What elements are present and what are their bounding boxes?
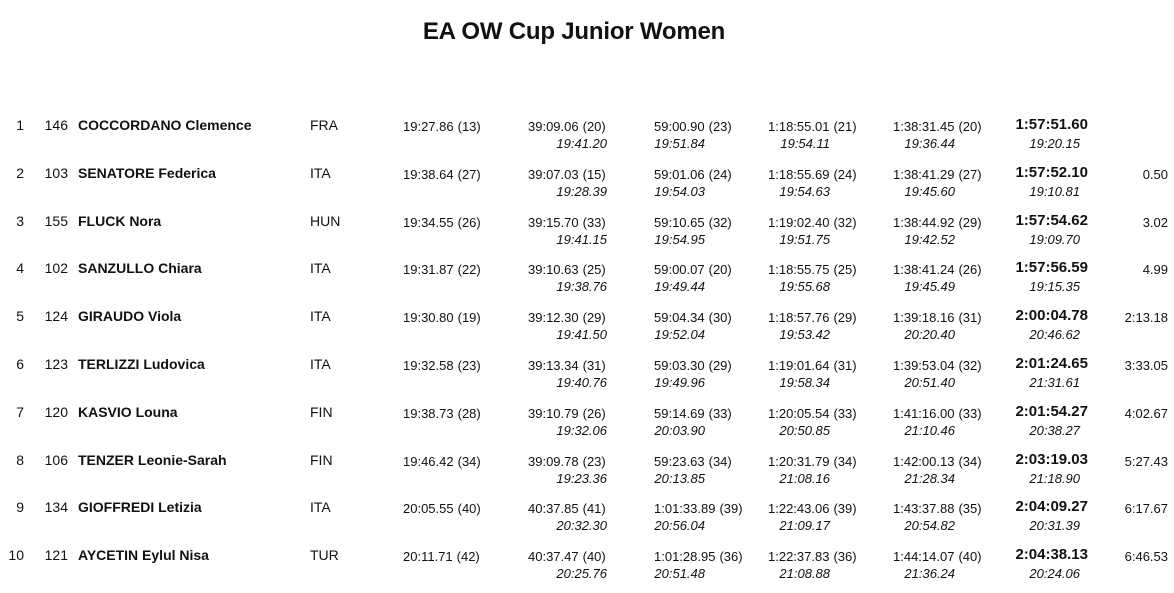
result-row xyxy=(0,260,1174,306)
split-time: 59:23.63 xyxy=(654,453,705,469)
split-1 xyxy=(403,549,480,565)
split-5 xyxy=(893,549,982,565)
split-time: 1:38:44.92 xyxy=(893,214,955,230)
split-position: (19) xyxy=(457,310,481,326)
split-1 xyxy=(403,406,481,422)
split-time: 1:19:02.40 xyxy=(768,214,830,230)
split-2 xyxy=(528,119,606,135)
lap-time: 19:41.20 xyxy=(556,136,607,151)
athlete-name: GIOFFREDI Letizia xyxy=(78,499,202,516)
split-4 xyxy=(768,262,857,278)
result-row xyxy=(0,308,1174,354)
page-title: EA OW Cup Junior Women xyxy=(422,18,726,45)
split-position: (33) xyxy=(708,405,732,421)
split-3 xyxy=(654,406,732,422)
split-time: 19:31.87 xyxy=(403,262,454,278)
lap-time: 20:51.48 xyxy=(654,566,705,582)
lap-time: 21:10.46 xyxy=(904,422,955,438)
split-time: 59:00.07 xyxy=(654,262,705,278)
split-time: 1:39:18.16 xyxy=(893,310,955,326)
athlete-name: AYCETIN Eylul Nisa xyxy=(78,547,209,564)
split-time: 1:42:00.13 xyxy=(893,453,955,469)
split-position: (29) xyxy=(582,310,606,326)
lap-time: 19:49.44 xyxy=(654,279,705,295)
final-lap-time: 20:46.62 xyxy=(1029,327,1080,343)
rank-cell: 10 xyxy=(8,547,24,564)
lap-time: 20:32.30 xyxy=(556,518,607,534)
split-time: 39:10.63 xyxy=(528,262,579,278)
split-position: (13) xyxy=(457,119,481,134)
lap-time: 19:42.52 xyxy=(904,231,955,247)
lap-time: 19:54.95 xyxy=(654,231,705,247)
split-5 xyxy=(893,310,982,326)
split-time: 1:39:53.04 xyxy=(893,358,955,373)
lap-time: 19:51.84 xyxy=(654,136,705,151)
split-5 xyxy=(893,501,982,517)
lap-time: 21:08.16 xyxy=(779,470,830,486)
rank-cell: 8 xyxy=(16,451,24,468)
split-position: (36) xyxy=(833,549,857,565)
split-time: 40:37.47 xyxy=(528,549,579,565)
split-2 xyxy=(528,454,606,470)
split-3 xyxy=(654,549,743,565)
final-time: 1:57:51.60 xyxy=(1015,116,1088,133)
lap-time: 19:51.75 xyxy=(779,231,830,247)
split-3 xyxy=(654,501,743,517)
split-2 xyxy=(528,215,606,231)
rank-cell: 4 xyxy=(16,260,24,277)
final-lap-time: 19:15.35 xyxy=(1029,279,1080,295)
lap-time: 19:54.11 xyxy=(780,136,830,151)
final-lap-time: 20:38.27 xyxy=(1029,422,1080,438)
nation-cell: FIN xyxy=(310,451,333,468)
time-behind: 4.99 xyxy=(1142,262,1168,278)
lap-time: 19:45.60 xyxy=(904,183,955,199)
split-position: (36) xyxy=(719,549,743,565)
bib-cell: 134 xyxy=(44,499,68,516)
split-position: (31) xyxy=(582,358,606,373)
lap-time: 20:25.76 xyxy=(556,566,607,582)
time-behind: 6:46.53 xyxy=(1124,549,1168,565)
lap-time: 19:58.34 xyxy=(779,375,830,390)
split-position: (26) xyxy=(582,405,606,421)
final-time: 2:01:54.27 xyxy=(1015,402,1088,420)
result-row xyxy=(0,356,1174,402)
split-time: 59:03.30 xyxy=(654,358,705,373)
split-position: (27) xyxy=(958,166,982,182)
lap-time: 19:52.04 xyxy=(654,327,705,343)
split-position: (23) xyxy=(457,358,481,373)
bib-cell: 123 xyxy=(44,356,68,372)
lap-time: 19:32.06 xyxy=(556,422,607,438)
split-position: (41) xyxy=(582,501,606,517)
split-1 xyxy=(403,310,481,326)
final-time: 2:01:24.65 xyxy=(1015,355,1088,372)
final-time: 2:00:04.78 xyxy=(1015,307,1088,325)
lap-time: 20:03.90 xyxy=(654,422,705,438)
split-time: 40:37.85 xyxy=(528,501,579,517)
lap-time: 20:54.82 xyxy=(904,518,955,534)
split-time: 19:46.42 xyxy=(403,453,454,469)
athlete-name: FLUCK Nora xyxy=(78,212,162,229)
nation-cell: FIN xyxy=(310,403,333,420)
split-4 xyxy=(768,549,857,565)
result-row xyxy=(0,165,1174,211)
split-position: (40) xyxy=(958,549,982,565)
split-4 xyxy=(768,406,857,422)
final-time: 2:03:19.03 xyxy=(1015,450,1088,468)
time-behind: 3:33.05 xyxy=(1124,358,1168,373)
split-3 xyxy=(654,167,732,183)
final-lap-time: 19:20.15 xyxy=(1029,136,1080,151)
split-time: 1:20:31.79 xyxy=(768,453,830,469)
athlete-name: SENATORE Federica xyxy=(78,164,216,181)
split-position: (42) xyxy=(456,549,480,565)
split-time: 1:22:37.83 xyxy=(768,549,830,565)
rank-cell: 6 xyxy=(16,356,24,372)
bib-cell: 121 xyxy=(44,547,68,564)
lap-time: 20:56.04 xyxy=(654,518,705,534)
split-5 xyxy=(893,406,982,422)
split-position: (32) xyxy=(833,214,857,230)
split-position: (34) xyxy=(833,453,857,469)
split-time: 1:20:05.54 xyxy=(768,405,830,421)
split-3 xyxy=(654,119,732,135)
split-2 xyxy=(528,262,606,278)
split-position: (33) xyxy=(833,405,857,421)
lap-time: 19:36.44 xyxy=(904,136,955,151)
split-1 xyxy=(403,119,481,135)
rank-cell: 3 xyxy=(16,212,24,229)
split-time: 20:11.71 xyxy=(403,549,453,565)
split-position: (27) xyxy=(457,166,481,182)
time-behind: 0.50 xyxy=(1142,166,1168,182)
split-position: (24) xyxy=(708,166,732,182)
time-behind: 5:27.43 xyxy=(1124,453,1168,469)
split-4 xyxy=(768,215,857,231)
final-time: 1:57:54.62 xyxy=(1015,211,1088,229)
split-time: 59:14.69 xyxy=(654,405,705,421)
split-2 xyxy=(528,167,606,183)
split-time: 19:34.55 xyxy=(403,214,454,230)
lap-time: 20:20.40 xyxy=(904,327,955,343)
split-position: (33) xyxy=(582,214,606,230)
final-time: 1:57:56.59 xyxy=(1015,259,1088,277)
split-position: (40) xyxy=(457,501,481,517)
final-lap-time: 20:24.06 xyxy=(1029,566,1080,582)
split-position: (26) xyxy=(958,262,982,278)
split-4 xyxy=(768,454,857,470)
final-lap-time: 21:31.61 xyxy=(1029,375,1080,390)
lap-time: 19:54.03 xyxy=(654,183,705,199)
split-time: 19:38.64 xyxy=(403,166,454,182)
lap-time: 20:51.40 xyxy=(904,375,955,390)
final-lap-time: 19:10.81 xyxy=(1029,183,1080,199)
split-time: 39:10.79 xyxy=(528,405,579,421)
split-4 xyxy=(768,119,857,135)
split-time: 19:27.86 xyxy=(403,119,454,134)
time-behind: 3.02 xyxy=(1142,214,1168,230)
result-row xyxy=(0,117,1174,163)
split-3 xyxy=(654,310,732,326)
split-position: (31) xyxy=(958,310,982,326)
split-time: 1:38:41.24 xyxy=(893,262,955,278)
split-1 xyxy=(403,454,481,470)
split-position: (33) xyxy=(958,405,982,421)
bib-cell: 124 xyxy=(44,308,68,325)
split-time: 1:18:55.75 xyxy=(768,262,830,278)
split-time: 39:07.03 xyxy=(528,166,579,182)
split-time: 59:00.90 xyxy=(654,119,705,134)
split-3 xyxy=(654,215,732,231)
split-2 xyxy=(528,549,606,565)
time-behind: 2:13.18 xyxy=(1124,310,1168,326)
rank-cell: 1 xyxy=(16,117,24,133)
split-position: (23) xyxy=(708,119,732,134)
lap-time: 19:54.63 xyxy=(779,183,830,199)
split-position: (28) xyxy=(457,405,481,421)
lap-time: 19:45.49 xyxy=(904,279,955,295)
split-position: (23) xyxy=(582,453,606,469)
nation-cell: ITA xyxy=(310,260,331,277)
split-5 xyxy=(893,119,982,135)
athlete-name: SANZULLO Chiara xyxy=(78,260,202,277)
bib-cell: 120 xyxy=(44,403,68,420)
split-position: (15) xyxy=(582,166,606,182)
split-time: 19:38.73 xyxy=(403,405,454,421)
split-1 xyxy=(403,262,481,278)
result-row xyxy=(0,547,1174,593)
split-time: 39:15.70 xyxy=(528,214,579,230)
lap-time: 21:28.34 xyxy=(904,470,955,486)
split-position: (29) xyxy=(708,358,732,373)
split-position: (29) xyxy=(958,214,982,230)
lap-time: 19:53.42 xyxy=(779,327,830,343)
split-time: 59:01.06 xyxy=(654,166,705,182)
split-position: (30) xyxy=(708,310,732,326)
split-2 xyxy=(528,501,606,517)
athlete-name: KASVIO Louna xyxy=(78,403,178,420)
lap-time: 20:13.85 xyxy=(654,470,705,486)
split-4 xyxy=(768,167,857,183)
split-time: 1:01:33.89 xyxy=(654,501,716,517)
split-position: (22) xyxy=(457,262,481,278)
split-time: 59:10.65 xyxy=(654,214,705,230)
split-position: (34) xyxy=(457,453,481,469)
split-position: (32) xyxy=(708,214,732,230)
nation-cell: ITA xyxy=(310,164,331,181)
time-behind: 6:17.67 xyxy=(1124,501,1168,517)
split-time: 59:04.34 xyxy=(654,310,705,326)
split-position: (40) xyxy=(582,549,606,565)
nation-cell: HUN xyxy=(310,212,341,229)
split-4 xyxy=(768,310,857,326)
split-time: 39:09.78 xyxy=(528,453,579,469)
split-time: 1:19:01.64 xyxy=(768,358,830,373)
split-position: (39) xyxy=(833,501,857,517)
lap-time: 19:41.15 xyxy=(556,231,607,247)
split-1 xyxy=(403,501,481,517)
rank-cell: 5 xyxy=(16,308,24,325)
split-position: (34) xyxy=(958,453,982,469)
lap-time: 19:40.76 xyxy=(556,375,607,390)
final-lap-time: 19:09.70 xyxy=(1029,231,1080,247)
result-row xyxy=(0,452,1174,498)
nation-cell: ITA xyxy=(310,356,331,372)
nation-cell: FRA xyxy=(310,117,338,133)
split-1 xyxy=(403,215,481,231)
result-row xyxy=(0,213,1174,259)
athlete-name: TERLIZZI Ludovica xyxy=(78,356,205,372)
split-position: (24) xyxy=(833,166,857,182)
split-3 xyxy=(654,358,732,374)
split-5 xyxy=(893,454,982,470)
split-position: (21) xyxy=(833,119,857,134)
split-5 xyxy=(893,215,982,231)
nation-cell: ITA xyxy=(310,308,331,325)
split-1 xyxy=(403,167,481,183)
nation-cell: TUR xyxy=(310,547,339,564)
split-time: 19:32.58 xyxy=(403,358,454,373)
split-time: 1:18:55.01 xyxy=(768,119,830,134)
split-time: 1:38:31.45 xyxy=(893,119,955,134)
split-position: (31) xyxy=(833,358,857,373)
split-2 xyxy=(528,358,606,374)
rank-cell: 2 xyxy=(16,164,24,181)
rank-cell: 7 xyxy=(16,403,24,420)
split-3 xyxy=(654,454,732,470)
lap-time: 21:08.88 xyxy=(779,566,830,582)
athlete-name: GIRAUDO Viola xyxy=(78,308,182,325)
split-3 xyxy=(654,262,732,278)
lap-time: 19:28.39 xyxy=(556,183,607,199)
nation-cell: ITA xyxy=(310,499,331,516)
split-time: 1:41:16.00 xyxy=(893,405,955,421)
lap-time: 19:55.68 xyxy=(779,279,830,295)
split-position: (39) xyxy=(719,501,743,517)
split-position: (25) xyxy=(582,262,606,278)
bib-cell: 102 xyxy=(44,260,68,277)
split-5 xyxy=(893,262,982,278)
bib-cell: 155 xyxy=(44,212,68,229)
split-time: 19:30.80 xyxy=(403,310,454,326)
split-time: 1:44:14.07 xyxy=(893,549,955,565)
split-position: (34) xyxy=(708,453,732,469)
result-row xyxy=(0,404,1174,450)
result-row xyxy=(0,499,1174,545)
split-position: (20) xyxy=(958,119,982,134)
split-position: (32) xyxy=(958,358,982,373)
lap-time: 21:09.17 xyxy=(779,518,830,534)
split-position: (29) xyxy=(833,310,857,326)
time-behind: 4:02.67 xyxy=(1124,405,1168,421)
final-time: 2:04:38.13 xyxy=(1015,546,1088,564)
split-position: (26) xyxy=(457,214,481,230)
split-position: (35) xyxy=(958,501,982,517)
athlete-name: COCCORDANO Clemence xyxy=(78,117,252,133)
lap-time: 19:23.36 xyxy=(556,470,607,486)
final-lap-time: 21:18.90 xyxy=(1029,470,1080,486)
split-position: (20) xyxy=(708,262,732,278)
bib-cell: 103 xyxy=(44,164,68,181)
split-time: 1:38:41.29 xyxy=(893,166,955,182)
split-4 xyxy=(768,358,857,374)
split-time: 1:22:43.06 xyxy=(768,501,830,517)
lap-time: 19:38.76 xyxy=(556,279,607,295)
split-time: 1:18:57.76 xyxy=(768,310,830,326)
split-2 xyxy=(528,406,606,422)
split-1 xyxy=(403,358,481,374)
split-time: 39:09.06 xyxy=(528,119,579,134)
split-position: (20) xyxy=(582,119,606,134)
final-time: 1:57:52.10 xyxy=(1015,163,1088,181)
split-5 xyxy=(893,167,982,183)
bib-cell: 106 xyxy=(44,451,68,468)
split-time: 39:12.30 xyxy=(528,310,579,326)
split-position: (25) xyxy=(833,262,857,278)
split-4 xyxy=(768,501,857,517)
rank-cell: 9 xyxy=(16,499,24,516)
athlete-name: TENZER Leonie-Sarah xyxy=(78,451,227,468)
lap-time: 20:50.85 xyxy=(779,422,830,438)
final-lap-time: 20:31.39 xyxy=(1029,518,1080,534)
final-time: 2:04:09.27 xyxy=(1015,498,1088,516)
bib-cell: 146 xyxy=(44,117,68,133)
split-time: 1:01:28.95 xyxy=(654,549,716,565)
split-time: 1:43:37.88 xyxy=(893,501,955,517)
split-2 xyxy=(528,310,606,326)
lap-time: 19:41.50 xyxy=(556,327,607,343)
split-time: 39:13.34 xyxy=(528,358,579,373)
split-time: 1:18:55.69 xyxy=(768,166,830,182)
lap-time: 21:36.24 xyxy=(904,566,955,582)
lap-time: 19:49.96 xyxy=(654,375,705,390)
split-5 xyxy=(893,358,982,374)
split-time: 20:05.55 xyxy=(403,501,454,517)
